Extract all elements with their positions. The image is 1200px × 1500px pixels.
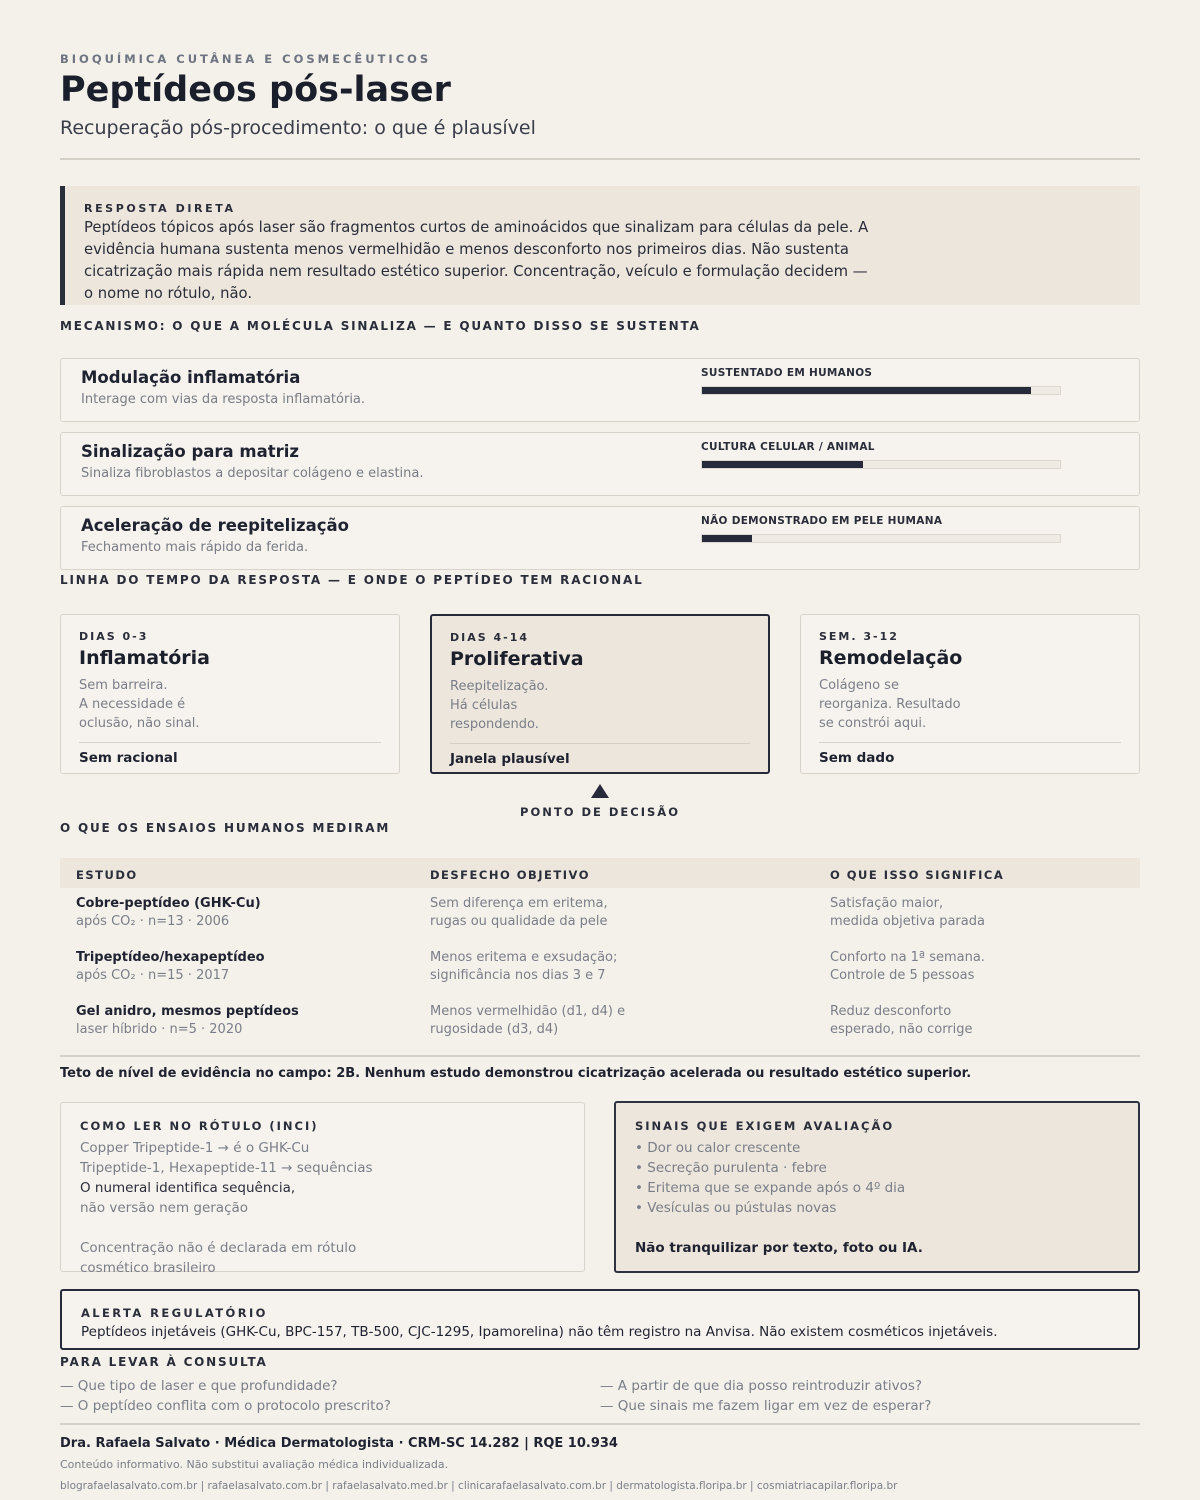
phase-name: Inflamatória bbox=[79, 647, 210, 669]
timeline-section-title: LINHA DO TEMPO DA RESPOSTA — E ONDE O PEPTÍDEO TEM RACIONAL bbox=[60, 573, 644, 587]
phase-verdict: Sem dado bbox=[819, 750, 895, 766]
evidence-bar-fill bbox=[702, 387, 1031, 394]
study-cell bbox=[76, 950, 265, 983]
phase-verdict: Sem racional bbox=[79, 750, 178, 766]
meaning-line: Satisfação maior, bbox=[830, 896, 944, 911]
consult-section-title: PARA LEVAR À CONSULTA bbox=[60, 1355, 268, 1369]
inci-line: Concentração não é declarada em rótulo bbox=[80, 1240, 357, 1256]
phase-line: respondendo. bbox=[450, 717, 539, 732]
column-header: O QUE ISSO SIGNIFICA bbox=[830, 868, 1005, 882]
mechanism-name: Modulação inflamatória bbox=[81, 368, 301, 387]
meaning-line: Conforto na 1ª semana. bbox=[830, 950, 985, 965]
phase-line: Há células bbox=[450, 698, 518, 713]
study-name: Gel anidro, mesmos peptídeos bbox=[76, 1004, 299, 1019]
mechanism-desc: Fechamento mais rápido da ferida. bbox=[81, 540, 309, 555]
phase-card-remodeling bbox=[800, 614, 1140, 774]
mechanism-desc: Sinaliza fibroblastos a depositar colágeno e elastina. bbox=[81, 466, 424, 481]
inci-line: O numeral identifica sequência, bbox=[80, 1180, 296, 1196]
evidence-bar bbox=[701, 386, 1061, 395]
direct-answer-box bbox=[60, 186, 1140, 305]
consult-question: — Que sinais me fazem ligar em vez de esperar? bbox=[600, 1398, 932, 1414]
author-credit: Dra. Rafaela Salvato · Médica Dermatologista · CRM-SC 14.282 | RQE 10.934 bbox=[60, 1436, 618, 1451]
outcome-line: Menos vermelhidão (d1, d4) e bbox=[430, 1004, 626, 1019]
study-name: Cobre-peptídeo (GHK-Cu) bbox=[76, 896, 261, 911]
warning-signs-title: SINAIS QUE EXIGEM AVALIAÇÃO bbox=[635, 1119, 895, 1133]
mechanism-name: Aceleração de reepitelização bbox=[81, 516, 349, 535]
outcome-line: significância nos dias 3 e 7 bbox=[430, 968, 606, 983]
inci-line: não versão nem geração bbox=[80, 1200, 249, 1216]
meaning-cell bbox=[830, 949, 1190, 985]
outcome-line: Sem diferença em eritema, bbox=[430, 896, 608, 911]
meaning-line: medida objetiva parada bbox=[830, 914, 985, 929]
meaning-cell bbox=[830, 1003, 1190, 1039]
warning-signs-note: Não tranquilizar por texto, foto ou IA. bbox=[635, 1240, 923, 1256]
column-header: DESFECHO OBJETIVO bbox=[430, 868, 591, 882]
inci-line: cosmético brasileiro bbox=[80, 1260, 216, 1276]
outcome-cell bbox=[430, 1003, 790, 1039]
phase-card-inflammatory bbox=[60, 614, 400, 774]
meaning-line: Reduz desconforto bbox=[830, 1004, 952, 1019]
trials-section-title: O QUE OS ENSAIOS HUMANOS MEDIRAM bbox=[60, 821, 391, 835]
kicker: BIOQUÍMICA CUTÂNEA E COSMECÊUTICOS bbox=[60, 52, 432, 66]
mechanism-card bbox=[60, 506, 1140, 570]
phase-card-proliferative bbox=[430, 614, 770, 774]
column-header: ESTUDO bbox=[76, 868, 138, 882]
direct-answer-text: Peptídeos tópicos após laser são fragmentos curtos de aminoácidos que sinalizam para células da pele. A evidência humana sustenta menos vermelhidão e menos desconforto nos primeiros dias. Não sustenta cicatrização mais rápida nem resultado estético superior. Concentração, veículo e formulação decidem — o nome no rótulo, não. bbox=[84, 219, 869, 302]
divider bbox=[79, 742, 381, 743]
phase-line: Sem barreira. bbox=[79, 678, 168, 693]
phase-line: se constrói aqui. bbox=[819, 716, 927, 731]
study-meta: após CO₂ · n=15 · 2017 bbox=[76, 968, 230, 983]
consult-question: — A partir de que dia posso reintroduzir ativos? bbox=[600, 1378, 923, 1394]
consult-question: — O peptídeo conflita com o protocolo prescrito? bbox=[60, 1398, 391, 1414]
inci-title: COMO LER NO RÓTULO (INCI) bbox=[80, 1119, 319, 1133]
study-meta: laser híbrido · n=5 · 2020 bbox=[76, 1022, 243, 1037]
phase-description bbox=[819, 676, 999, 733]
phase-description bbox=[79, 676, 259, 733]
study-cell bbox=[76, 896, 261, 929]
evidence-label: NÃO DEMONSTRADO EM PELE HUMANA bbox=[701, 515, 943, 527]
outcome-line: rugas ou qualidade da pele bbox=[430, 914, 608, 929]
divider bbox=[60, 1055, 1140, 1057]
divider bbox=[819, 742, 1121, 743]
evidence-label: CULTURA CELULAR / ANIMAL bbox=[701, 441, 875, 453]
outcome-line: Menos eritema e exsudação; bbox=[430, 950, 618, 965]
phase-line: reorganiza. Resultado bbox=[819, 697, 961, 712]
phase-line: A necessidade é bbox=[79, 697, 186, 712]
phase-line: oclusão, não sinal. bbox=[79, 716, 200, 731]
triangle-up-icon bbox=[591, 784, 609, 798]
study-cell bbox=[76, 1004, 299, 1037]
mechanism-card bbox=[60, 432, 1140, 496]
meaning-line: Controle de 5 pessoas bbox=[830, 968, 975, 983]
alert-text: Peptídeos injetáveis (GHK-Cu, BPC-157, TB-500, CJC-1295, Ipamorelina) não têm registro na Anvisa. Não existem cosméticos injetáveis. bbox=[81, 1324, 998, 1340]
divider bbox=[60, 158, 1140, 160]
phase-verdict: Janela plausível bbox=[450, 751, 570, 767]
inci-line: Tripeptide-1, Hexapeptide-11 → sequências bbox=[80, 1160, 373, 1176]
outcome-cell bbox=[430, 895, 790, 931]
evidence-ceiling-note: Teto de nível de evidência no campo: 2B. Nenhum estudo demonstrou cicatrização acelerada ou resultado estético superior. bbox=[60, 1066, 972, 1081]
regulatory-alert bbox=[60, 1289, 1140, 1350]
meaning-cell bbox=[830, 895, 1190, 931]
phase-line: Reepitelização. bbox=[450, 679, 549, 694]
warning-sign-item: • Eritema que se expande após o 4º dia bbox=[635, 1180, 906, 1196]
phase-name: Remodelação bbox=[819, 647, 963, 669]
divider bbox=[60, 1423, 1140, 1425]
evidence-bar bbox=[701, 460, 1061, 469]
decision-point-label: PONTO DE DECISÃO bbox=[520, 805, 680, 819]
phase-days: SEM. 3-12 bbox=[819, 630, 899, 643]
phase-name: Proliferativa bbox=[450, 648, 584, 670]
page-subtitle: Recuperação pós-procedimento: o que é plausível bbox=[60, 117, 536, 139]
evidence-bar-fill bbox=[702, 461, 863, 468]
inci-line: Copper Tripeptide-1 → é o GHK-Cu bbox=[80, 1140, 310, 1156]
direct-answer-label: RESPOSTA DIRETA bbox=[84, 202, 236, 215]
evidence-label: SUSTENTADO EM HUMANOS bbox=[701, 367, 873, 379]
mechanism-card bbox=[60, 358, 1140, 422]
page-title: Peptídeos pós-laser bbox=[60, 70, 451, 110]
phase-line: Colágeno se bbox=[819, 678, 899, 693]
disclaimer: Conteúdo informativo. Não substitui avaliação médica individualizada. bbox=[60, 1458, 449, 1471]
warning-sign-item: • Vesículas ou pústulas novas bbox=[635, 1200, 837, 1216]
phase-description bbox=[450, 677, 630, 734]
study-meta: após CO₂ · n=13 · 2006 bbox=[76, 914, 230, 929]
warning-sign-item: • Dor ou calor crescente bbox=[635, 1140, 801, 1156]
phase-days: DIAS 4-14 bbox=[450, 631, 530, 644]
phase-days: DIAS 0-3 bbox=[79, 630, 149, 643]
evidence-bar-fill bbox=[702, 535, 752, 542]
study-name: Tripeptídeo/hexapeptídeo bbox=[76, 950, 265, 965]
divider bbox=[450, 743, 750, 744]
consult-question: — Que tipo de laser e que profundidade? bbox=[60, 1378, 338, 1394]
mechanism-desc: Interage com vias da resposta inflamatória. bbox=[81, 392, 366, 407]
inci-box bbox=[60, 1102, 585, 1276]
warning-sign-item: • Secreção purulenta · febre bbox=[635, 1160, 827, 1176]
mechanism-name: Sinalização para matriz bbox=[81, 442, 300, 461]
alert-title: ALERTA REGULATÓRIO bbox=[81, 1306, 268, 1320]
meaning-line: esperado, não corrige bbox=[830, 1022, 973, 1037]
mechanism-section-title: MECANISMO: O QUE A MOLÉCULA SINALIZA — E QUANTO DISSO SE SUSTENTA bbox=[60, 319, 701, 333]
outcome-line: rugosidade (d3, d4) bbox=[430, 1022, 559, 1037]
evidence-bar bbox=[701, 534, 1061, 543]
outcome-cell bbox=[430, 949, 790, 985]
warning-signs-box bbox=[614, 1101, 1140, 1273]
footer-domains: blografaelasalvato.com.br | rafaelasalvato.com.br | rafaelasalvato.med.br | clinicarafaelasalvato.com.br | dermatologista.floripa.br | cosmiatriacapilar.floripa.br bbox=[60, 1480, 898, 1492]
